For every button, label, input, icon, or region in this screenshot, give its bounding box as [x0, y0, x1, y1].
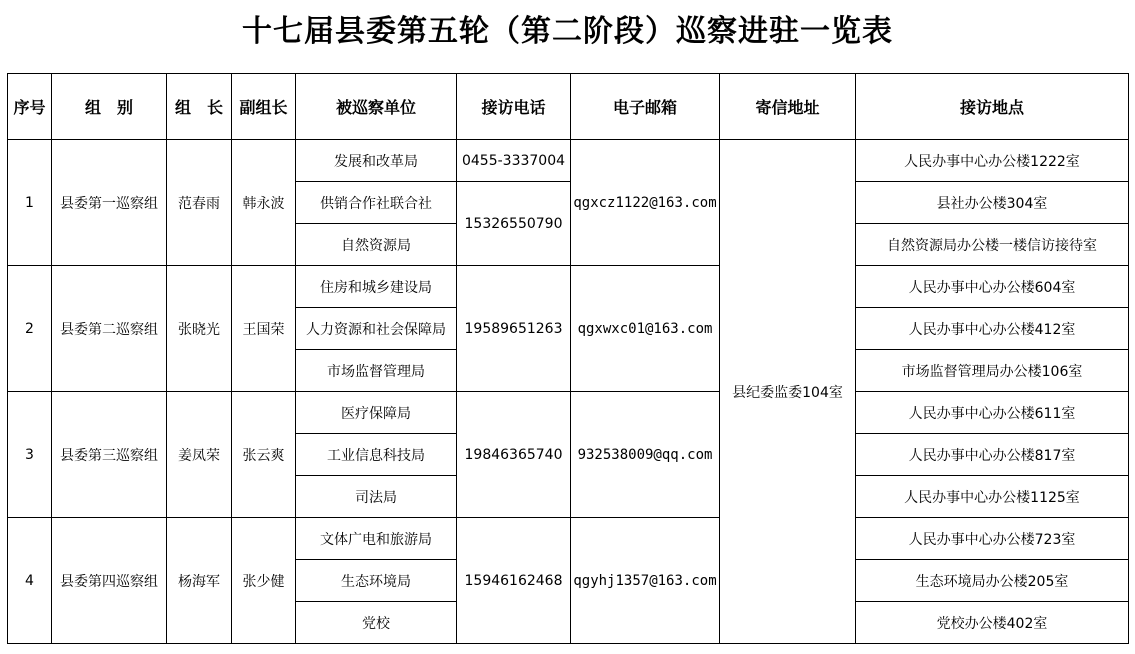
header-row: [8, 74, 1129, 140]
group-email: qgyhj1357@163.com: [571, 518, 720, 644]
header-group: 组 别: [52, 74, 167, 140]
header-no: 序号: [8, 74, 52, 140]
inspected-unit: 党校: [296, 602, 457, 644]
inspected-unit: 人力资源和社会保障局: [296, 308, 457, 350]
group-email: 932538009@qq.com: [571, 392, 720, 518]
group-name: 县委第一巡察组: [52, 140, 167, 266]
reception-phone: 19846365740: [457, 392, 571, 518]
group-deputy: 韩永波: [232, 140, 296, 266]
inspected-unit: 供销合作社联合社: [296, 182, 457, 224]
inspected-unit: 司法局: [296, 476, 457, 518]
inspected-unit: 文体广电和旅游局: [296, 518, 457, 560]
reception-location: 县社办公楼304室: [856, 182, 1129, 224]
group-deputy: 王国荣: [232, 266, 296, 392]
group-name: 县委第二巡察组: [52, 266, 167, 392]
table-row: [8, 392, 1129, 434]
group-leader: 范春雨: [167, 140, 232, 266]
header-mail-address: 寄信地址: [720, 74, 856, 140]
reception-location: 党校办公楼402室: [856, 602, 1129, 644]
reception-location: 生态环境局办公楼205室: [856, 560, 1129, 602]
group-no: 1: [8, 140, 52, 266]
table-row: [8, 518, 1129, 560]
group-no: 2: [8, 266, 52, 392]
group-email: qgxcz1122@163.com: [571, 140, 720, 266]
reception-phone: 19589651263: [457, 266, 571, 392]
inspected-unit: 发展和改革局: [296, 140, 457, 182]
header-phone: 接访电话: [457, 74, 571, 140]
header-email: 电子邮箱: [571, 74, 720, 140]
patrol-schedule-table: [7, 73, 1129, 644]
group-no: 4: [8, 518, 52, 644]
header-deputy: 副组长: [232, 74, 296, 140]
reception-location: 人民办事中心办公楼1222室: [856, 140, 1129, 182]
inspected-unit: 生态环境局: [296, 560, 457, 602]
reception-phone: 0455-3337004: [457, 140, 571, 182]
inspected-unit: 医疗保障局: [296, 392, 457, 434]
inspected-unit: 住房和城乡建设局: [296, 266, 457, 308]
header-unit: 被巡察单位: [296, 74, 457, 140]
reception-location: 人民办事中心办公楼1125室: [856, 476, 1129, 518]
reception-phone: 15326550790: [457, 182, 571, 266]
reception-phone: 15946162468: [457, 518, 571, 644]
page-title: 十七届县委第五轮（第二阶段）巡察进驻一览表: [242, 14, 893, 49]
group-leader: 杨海军: [167, 518, 232, 644]
group-leader: 张晓光: [167, 266, 232, 392]
reception-location: 自然资源局办公楼一楼信访接待室: [856, 224, 1129, 266]
reception-location: 人民办事中心办公楼412室: [856, 308, 1129, 350]
header-leader: 组 长: [167, 74, 232, 140]
table-row: [8, 266, 1129, 308]
header-location: 接访地点: [856, 74, 1129, 140]
group-leader: 姜凤荣: [167, 392, 232, 518]
reception-location: 人民办事中心办公楼723室: [856, 518, 1129, 560]
group-deputy: 张云爽: [232, 392, 296, 518]
group-name: 县委第四巡察组: [52, 518, 167, 644]
group-no: 3: [8, 392, 52, 518]
inspected-unit: 市场监督管理局: [296, 350, 457, 392]
reception-location: 人民办事中心办公楼817室: [856, 434, 1129, 476]
inspected-unit: 工业信息科技局: [296, 434, 457, 476]
reception-location: 人民办事中心办公楼604室: [856, 266, 1129, 308]
group-name: 县委第三巡察组: [52, 392, 167, 518]
table-row: [8, 140, 1129, 182]
reception-location: 市场监督管理局办公楼106室: [856, 350, 1129, 392]
inspected-unit: 自然资源局: [296, 224, 457, 266]
mail-address: 县纪委监委104室: [720, 140, 856, 644]
group-deputy: 张少健: [232, 518, 296, 644]
reception-location: 人民办事中心办公楼611室: [856, 392, 1129, 434]
group-email: qgxwxc01@163.com: [571, 266, 720, 392]
